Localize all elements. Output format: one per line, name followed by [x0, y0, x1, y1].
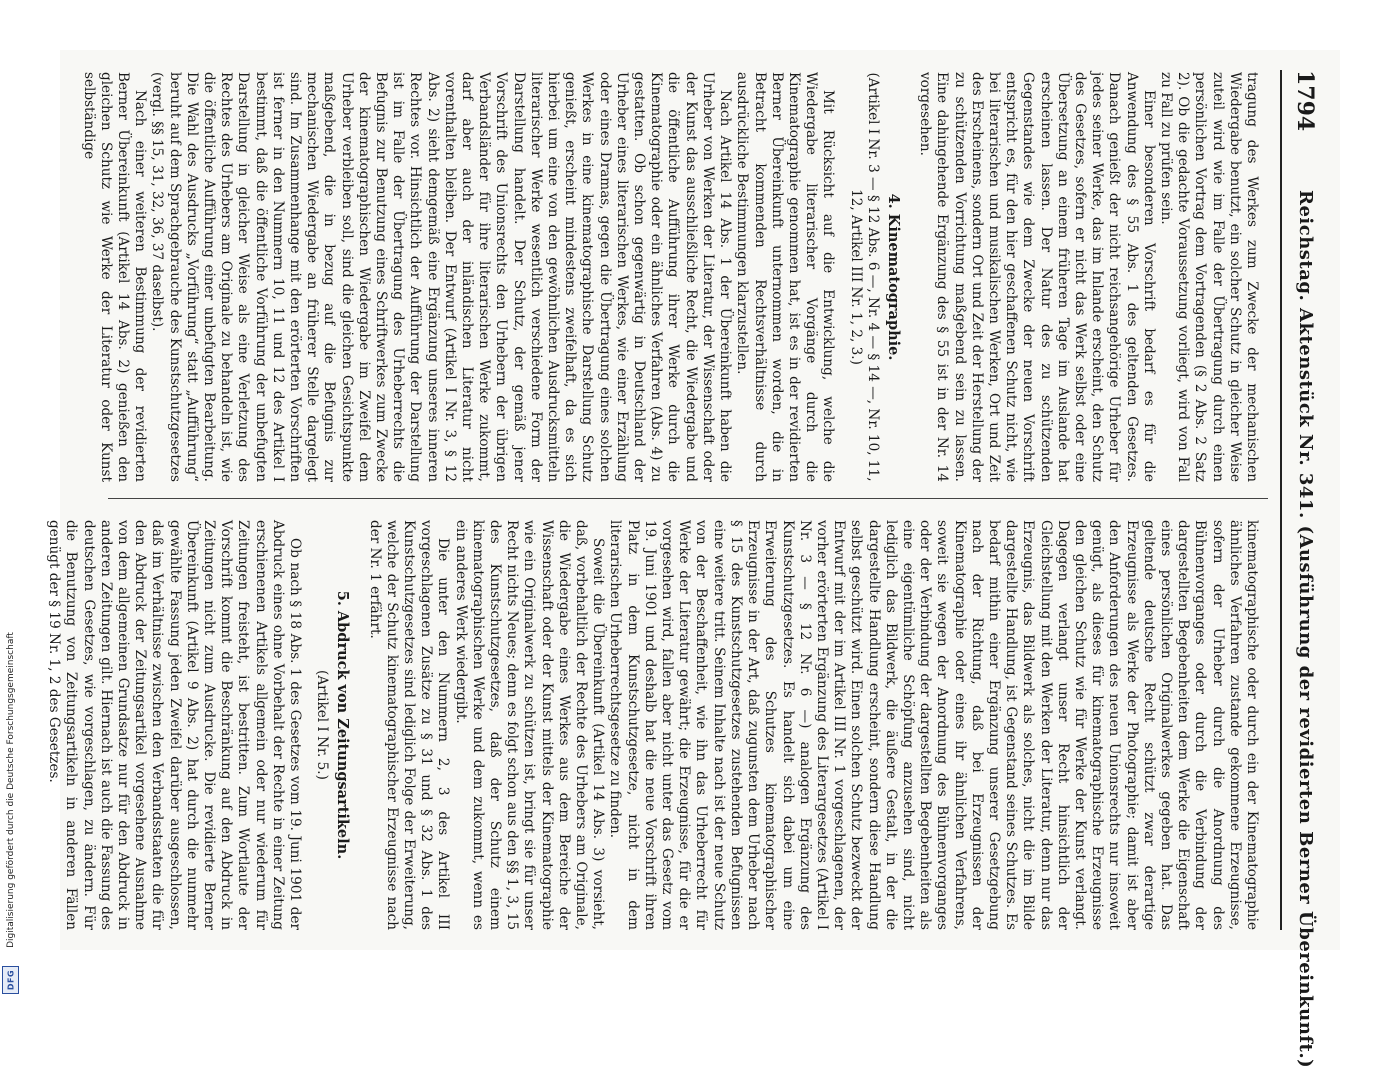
- digitization-credit: Digitalisierung gefördert durch die Deutsche Forschungsgemeinschaft: [6, 632, 16, 948]
- paragraph: Einer besonderen Vorschrift bedarf es für die Anwendung des § 55 Abs. 1 des geltenden Gesetzes. Danach genießt der nicht reichsangehörige Urheber für jedes seiner Werke, das im Inlande erscheint, den Schutz des Gesetzes, sofern er nicht das Werk selbst oder eine Übersetzung an einem früheren Tage im Auslande hat erscheinen lassen. Der Natur des zu schützenden Gegenstandes wie dem Zwecke der neuen Vorschrift entspricht es, für den hier geschaffenen Schutz nicht, wie bei literarischen und musikalischen Werken, Ort und Zeit des Erscheinens, sondern Ort und Zeit der Herstellung der zu schützenden Vorrichtung maßgebend sein zu lassen. Eine dahingehende Ergänzung des § 55 ist in der Nr. 14 vorgesehen.: [917, 72, 1157, 482]
- paragraph: Mit Rücksicht auf die Entwicklung, welche die Wiedergabe literarischer Vorgänge durch die Kinematographie genommen hat, ist es in der revidierten Berner Übereinkunft unternommen worden, die in Betracht kommenden Rechtsverhältnisse durch ausdrückliche Bestimmungen klarzustellen.: [734, 72, 837, 482]
- right-column: [46, 520, 1260, 930]
- section-reference: (Artikel I Nr. 3 — § 12 Abs. 6 —, Nr. 4 — § 14 —, Nr. 10, 11, 12, Artikel III Nr. 1, 2, 3.): [847, 72, 881, 482]
- dfg-logo: [2, 966, 19, 994]
- page-content-rotated: [46, 50, 1340, 1068]
- page-number: 1794: [1292, 70, 1318, 132]
- section-reference: (Artikel I Nr. 5.): [314, 670, 331, 780]
- paragraph: kinematographische oder durch ein der Kinematographie ähnliches Verfahren zustande gekommene Erzeugnisse, sofern der Urheber durch die Anordnung des Bühnenvorganges oder durch die Verbindung der dargestellten Begebenheiten dem Werke die Eigenschaft eines persönlichen Originalwerkes gegeben hat. Das geltende deutsche Recht schützt zwar derartige Erzeugnisse als Werke der Photographie; damit ist aber den Anforderungen des neuen Unionsrechts nur insoweit genügt, als dieses für kinematographische Erzeugnisse den gleichen Schutz wie für Werke der Kunst verlangt. Dagegen verlangt unser Recht hinsichtlich der Gleichstellung mit den Werken der Literatur, denn nur das Erzeugnis, das Bildwerk als solches, nicht die im Bilde dargestellte Handlung, ist Gegenstand seines Schutzes. Es bedarf mithin einer Ergänzung unserer Gesetzgebung nach der Richtung, daß bei Erzeugnissen der Kinematographie oder eines ihr ähnlichen Verfahrens, soweit sie wegen der Anordnung des Bühnenvorganges oder der Verbindung der dargestellten Begebenheiten als eine eigentümliche Schöpfung anzusehen sind, nicht lediglich das Bildwerk, die äußere Gestalt, in der die dargestellte Handlung erscheint, sondern diese Handlung selbst geschützt wird. Einen solchen Schutz bezweckt der Entwurf mit der im Artikel III Nr. 1 vorgeschlagenen, der vorher erörterten Ergänzung des Literargesetzes (Artikel I Nr. 3 — § 12 Nr. 6 —) analogen Ergänzung des Kunstschutzgesetzes. Es handelt sich dabei um eine Erweiterung des Schutzes kinematographischer Erzeugnisse in der Art, daß zugunsten dem Urheber nach § 15 des Kunstschutzgesetzes zustehenden Befugnissen eine weitere tritt. Seinem Inhalte nach ist der neue Schutz von der Beschaffenheit, wie ihn das Urheberrecht für Werke der Literatur gewährt; die Erzeugnisse, für die er vorgesehen wird, fallen aber nicht unter das Gesetz vom 19. Juni 1901 und deshalb hat die neue Vorschrift ihren Platz in dem Kunstschutzgesetze, nicht in dem literarischen Urheberrechtsgesetze zu finden.: [607, 520, 1260, 930]
- paragraph: Nach einer weiteren Bestimmung der revidierten Berner Übereinkunft (Artikel 14 Abs. 2) genießen den gleichen Schutz wie Werke der Literatur oder Kunst selbständige: [80, 72, 149, 482]
- running-head: Reichstag. Aktenstück Nr. 341. (Ausführung der revidierten Berner Übereinkunft.): [1295, 190, 1316, 1068]
- paragraph: Die unter den Nummern 2, 3 des Artikel III vorgeschlagenen Zusätze zu § 31 und § 32 Abs. 1 des Kunstschutzgesetzes sind lediglich Folge der Erweiterung, welche der Schutz kinematographischer Erzeugnisse nach der Nr. 1 erfährt.: [366, 520, 452, 930]
- section-heading-zeitungsartikel: 5. Abdruck von Zeitungsartikeln.: [334, 590, 352, 860]
- page-header: [1280, 70, 1324, 1068]
- left-column: [80, 72, 1260, 482]
- paragraph: Soweit die Übereinkunft (Artikel 14 Abs. 3) vorsieht, daß, vorbehaltlich der Rechte des Urhebers am Originale, die Wiedergabe eines Werkes aus dem Bereiche der Wissenschaft oder der Kunst mittels der Kinematographie wie ein Originalwerk zu schützen ist, bringt sie für unser Recht nichts Neues; denn es folgt schon aus den §§ 1, 3, 15 des Kunstschutzgesetzes, daß der Schutz einem kinematographischen Werke und dem zukommt, wenn es ein anderes Werk wiedergibt.: [452, 520, 607, 930]
- section-heading-kinematographie: 4. Kinematographie.: [884, 193, 902, 361]
- paragraph: tragung des Werkes zum Zwecke der mechanischen Wiedergabe benutzt, ein solcher Schutz in gleicher Weise zuteil wird wie im Falle der Übertragung durch einen persönlichen Vortrag dem Vortragenden (§ 2 Abs. 2 Satz 2). Ob die gedachte Voraussetzung vorliegt, wird von Fall zu Fall zu prüfen sein.: [1157, 72, 1260, 482]
- paragraph: Nach Artikel 14 Abs. 1 der Übereinkunft haben die Urheber von Werken der Literatur, der Wissenschaft oder der Kunst das ausschließliche Recht, die Wiedergabe und die öffentliche Aufführung ihrer Werke durch die Kinematographie oder ein ähnliches Verfahren (Abs. 4) zu gestatten. Ob schon gegenwärtig in Deutschland der Urheber eines literarischen Werkes, wie einer Erzählung oder eines Dramas, gegen die Übertragung eines solchen Werkes in eine kinematographische Darstellung Schutz genießt, erscheint mindestens zweifelhaft, da es sich hierbei um eine von den gewöhnlichen Ausdrucksmitteln literarischer Werke wesentlich verschiedene Form der Darstellung handelt. Der Schutz, der gemäß jener Vorschrift des Unionsrechts den Urhebern der übrigen Verbandsländer für ihre literarischen Werke zukommt, darf aber auch der inländischen Literatur nicht vorenthalten bleiben. Der Entwurf (Artikel I Nr. 3, § 12 Abs. 2) sieht demgemäß eine Ergänzung unseres inneren Rechtes vor. Hinsichtlich der Aufführung der Darstellung ist im Falle der Übertragung des Urheberrechts die Befugnis zur Benutzung eines Schriftwerkes zum Zwecke der kinematographischen Wiedergabe im Zweifel dem Urheber verbleiben soll, sind die gleichen Gesichtspunkte maßgebend, die in bezug auf die Befugnis zur mechanischen Wiedergabe an früherer Stelle dargelegt sind. Im Zusammenhange mit den erörterten Vorschriften ist ferner in den Nummern 10, 11 und 12 des Artikel I bestimmt, daß die öffentliche Vorführung der unbefugten Darstellung in gleicher Weise als eine Verletzung des Rechtes des Urhebers am Originale zu behandeln ist, wie die öffentliche Aufführung einer unbefugten Bearbeitung. Die Wahl des Ausdrucks „Vorführung“ statt „Aufführung“ beruht auf dem Sprachgebrauche des Kunstschutzgesetzes (vergl. §§ 15, 31, 32, 36, 37 daselbst).: [149, 72, 734, 482]
- dfg-logo-text: DFG: [6, 969, 15, 991]
- column-divider: [108, 498, 1268, 499]
- digitization-footer: [0, 0, 22, 1000]
- scanned-page: [46, 50, 1340, 1068]
- paragraph: Ob nach § 18 Abs. 1 des Gesetzes vom 19. Juni 1901 der Abdruck eines ohne Vorbehalt der Rechte in einer Zeitung erschienenen Artikels allgemein oder nur wiederum für Zeitungen freisteht, ist bestritten. Zum Wortlaute der Vorschrift kommt die Beschränkung auf den Abdruck in Zeitungen nicht zum Ausdrucke. Die revidierte Berner Übereinkunft (Artikel 9 Abs. 2) hat durch die nunmehr gewählte Fassung jeden Zweifel darüber ausgeschlossen, daß im Verhältnisse zwischen den Verbandsstaaten die für den Abdruck der Zeitungsartikel vorgesehene Ausnahme von dem allgemeinen Grundsatze nur für den Abdruck in anderen Zeitungen gilt. Hiernach ist auch die Fassung des deutschen Gesetzes, wie vorgeschlagen, zu ändern. Für die Benutzung von Zeitungsartikeln in anderen Fällen genügt der § 19 Nr. 1, 2 des Gesetzes.: [46, 520, 304, 930]
